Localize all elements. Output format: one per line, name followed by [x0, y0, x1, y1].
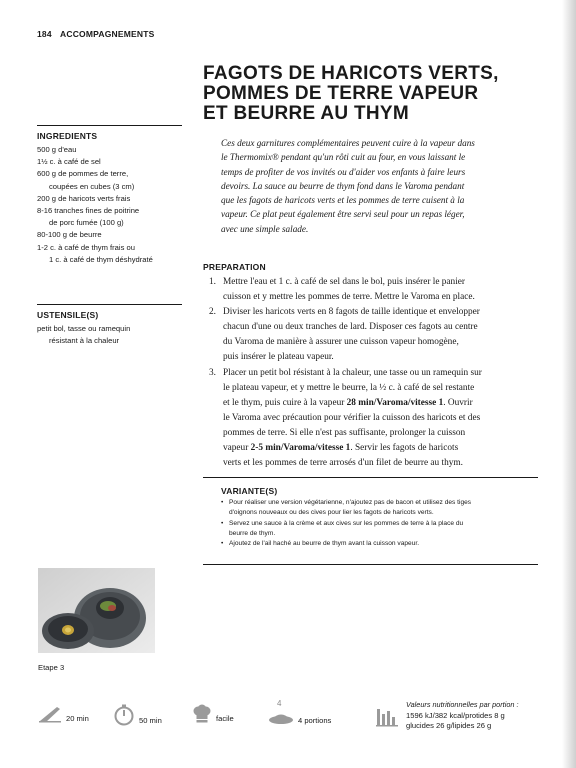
knife-icon [38, 704, 62, 724]
step-line: chacun d'une ou deux tranches de lard. Disposer ces fagots au centre [223, 322, 478, 333]
ingredient-item-line: coupées en cubes (3 cm) [49, 181, 135, 191]
title-line: ET BEURRE AU THYM [203, 103, 410, 124]
variants-list [221, 498, 531, 549]
variant-item [221, 498, 531, 519]
variants-section [221, 486, 531, 549]
step-photo [38, 568, 155, 653]
bullet-icon: • [221, 499, 224, 506]
ingredient-item [37, 168, 187, 192]
page-header [37, 29, 155, 39]
ingredient-item [37, 144, 187, 156]
intro-line: devoirs. La sauce au beurre de thym fond dans le Varoma pendant [221, 180, 465, 191]
variant-line: Ajoutez de l'ail haché au beurre de thym avant la cuisson vapeur. [229, 540, 420, 548]
ingredients-title: INGREDIENTS [37, 131, 98, 141]
total-time-item [113, 704, 162, 726]
ingredient-item-line: 200 g de haricots verts frais [37, 193, 131, 203]
ingredient-item-line: 500 g d'eau [37, 145, 77, 154]
step-line: le Varoma avec précaution pour vérifier la cuisson des haricots et des [223, 412, 481, 423]
bullet-icon: • [221, 519, 224, 527]
intro-line: vapeur. Ce plat peut également être servi seul pour un repas léger, [221, 209, 465, 220]
preparation-section [203, 262, 538, 471]
variant-item [221, 519, 531, 540]
preparation-step [203, 305, 538, 365]
utensils-list [37, 323, 187, 347]
stopwatch-icon [113, 704, 135, 726]
step-line: Placer un petit bol résistant à la chaleur, une tasse ou un ramequin sur [223, 367, 482, 378]
intro-text [221, 136, 532, 236]
intro-line: le Thermomix® pendant qu'un rôti cuit au four, en vous laissant le [221, 152, 466, 163]
nutrition-block [376, 700, 546, 732]
portions-item [268, 699, 332, 726]
nutrition-line: glucides 26 g/lipides 26 g [406, 721, 492, 730]
step-number: 3. [209, 367, 216, 378]
ingredients-list [37, 144, 187, 266]
intro-line: que les fagots de haricots verts et les pommes de terre cuisent à la [221, 195, 465, 206]
utensil-item [37, 323, 187, 347]
ingredient-item-line: 80-100 g de beurre [37, 230, 102, 240]
ingredient-item [37, 229, 187, 241]
step-line: Mettre l'eau et 1 c. à café de sel dans le bol, puis insérer le panier [223, 277, 466, 287]
plate-icon-wrap [268, 699, 294, 726]
preparation-step [203, 366, 538, 472]
photo-caption: Etape 3 [38, 663, 65, 672]
ingredients-section [37, 131, 187, 266]
variant-line: Servez une sauce à la crème et aux cives sur les pommes de terre à la place du [229, 519, 464, 527]
varoma-photo-illustration [38, 568, 155, 653]
prep-time-item [38, 704, 89, 724]
intro-line: Ces deux garnitures complémentaires peuvent cuire à la vapeur dans [221, 138, 475, 148]
bar-chart-icon [376, 705, 398, 727]
ingredient-item [37, 242, 187, 266]
difficulty: facile [216, 714, 234, 723]
utensil-item-line: résistant à la chaleur [49, 336, 120, 346]
nutrition-line: 1596 kJ/382 kcal/protides 8 g [406, 710, 505, 720]
step-line: et le thym, puis cuire à la vapeur 28 min/Varoma/vitesse 1. Ouvrir [223, 397, 473, 408]
ingredients-rule [37, 125, 182, 126]
variant-line: d'oignons nouveaux ou des cives pour lier les fagots de haricots verts. [229, 509, 434, 517]
prep-time: 20 min [66, 714, 89, 723]
bullet-icon: • [221, 540, 224, 548]
difficulty-item [192, 704, 234, 724]
step-line: vapeur 2-5 min/Varoma/vitesse 1. Servir les fagots de haricots [223, 443, 459, 454]
utensils-rule [37, 304, 182, 305]
page-edge [562, 0, 576, 768]
nutrition-title: Valeurs nutritionnelles par portion : [406, 700, 519, 709]
variant-item [221, 539, 531, 549]
ingredient-item-line: 1½ c. à café de sel [37, 157, 101, 167]
total-time: 50 min [139, 716, 162, 725]
variants-title: VARIANTE(S) [221, 486, 278, 496]
intro-line: avec une simple salade. [221, 223, 309, 234]
ingredient-item-line: de porc fumée (100 g) [49, 218, 124, 228]
step-number: 1. [209, 277, 216, 287]
step-line: cuisson et y mettre les pommes de terre. Mettre le Varoma en place. [223, 292, 475, 303]
variants-top-rule [203, 477, 538, 478]
ingredient-item-line: 600 g de pommes de terre, [37, 169, 129, 179]
preparation-step [203, 275, 538, 305]
utensils-section [37, 310, 187, 347]
title-line: POMMES DE TERRE VAPEUR [203, 83, 479, 104]
utensil-item-line: petit bol, tasse ou ramequin [37, 324, 131, 333]
section-title: ACCOMPAGNEMENTS [60, 29, 155, 39]
step-line: du Varoma de manière à assurer une cuisson vapeur homogène, [223, 337, 459, 348]
ingredient-item [37, 205, 187, 229]
ingredient-item [37, 156, 187, 168]
intro-line: temps de profiter de vos invités ou d'aider vos enfants à faire leurs [221, 166, 466, 177]
chef-hat-icon [192, 704, 212, 724]
utensils-title: USTENSILE(S) [37, 310, 99, 320]
ingredient-item-line: 1 c. à café de thym déshydraté [49, 254, 153, 264]
variants-bottom-rule [203, 564, 538, 565]
portions-number: 4 [277, 699, 282, 708]
preparation-steps [203, 275, 538, 471]
page-number: 184 [37, 29, 52, 39]
ingredient-item-line: 1-2 c. à café de thym frais ou [37, 242, 135, 252]
variant-line: beurre de thym. [229, 529, 276, 537]
title-line: FAGOTS DE HARICOTS VERTS, [203, 63, 499, 84]
step-line: verts et les pommes de terre arrosés d'un filet de beurre au thym. [223, 458, 463, 469]
ingredient-item-line: 8-16 tranches fines de poitrine [37, 206, 140, 216]
recipe-title [203, 64, 543, 124]
step-line: puis insérer le plateau vapeur. [223, 352, 334, 363]
step-number: 2. [209, 307, 216, 318]
preparation-title: PREPARATION [203, 262, 266, 272]
step-line: pommes de terre. Si elle n'est pas suffisante, prolonger la cuisson [223, 427, 466, 438]
nutrition-text [406, 700, 519, 732]
step-line: Diviser les haricots verts en 8 fagots de taille identique et envelopper [223, 307, 480, 318]
step-line: le plateau vapeur, et y mettre le beurre, la ½ c. à café de sel restante [223, 382, 475, 393]
portions: 4 portions [298, 716, 332, 725]
variant-line: Pour réaliser une version végétarienne, n'ajoutez pas de bacon et utilisez des tiges [229, 499, 472, 506]
ingredient-item [37, 193, 187, 205]
